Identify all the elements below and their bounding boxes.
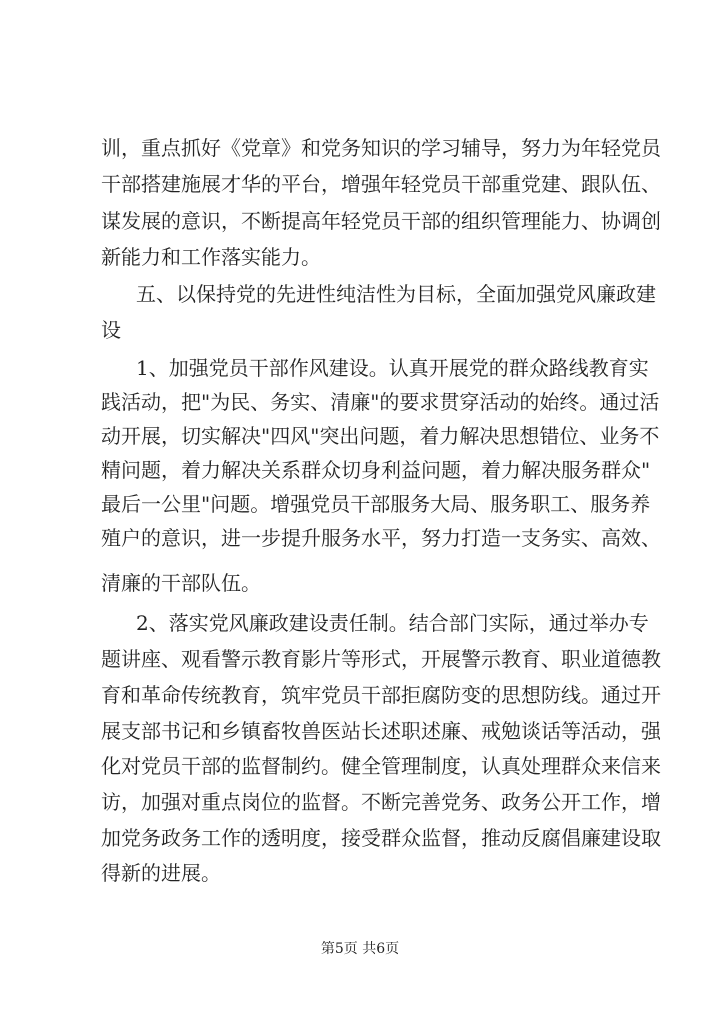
text-line: 殖户的意识，进一步提升服务水平，努力打造一支务实、高效、 <box>101 526 661 550</box>
text-line: 清廉的干部队伍。 <box>101 571 261 595</box>
text-line: 新能力和工作落实能力。 <box>101 245 321 269</box>
text-line: 最后一公里"问题。增强党员干部服务大局、服务职工、服务养 <box>101 492 651 516</box>
text-line: 设 <box>101 318 121 342</box>
text-line: 践活动，把"为民、务实、清廉"的要求贯穿活动的始终。通过活 <box>101 390 660 414</box>
text-line: 得新的进展。 <box>101 861 221 885</box>
text-line: 谋发展的意识，不断提高年轻党员干部的组织管理能力、协调创 <box>101 209 661 233</box>
text-line: 题讲座、观看警示教育影片等形式，开展警示教育、职业道德教 <box>101 647 661 671</box>
text-line: 化对党员干部的监督制约。健全管理制度，认真处理群众来信来 <box>101 754 661 778</box>
text-line: 干部搭建施展才华的平台，增强年轻党员干部重党建、跟队伍、 <box>101 172 661 196</box>
text-line: 访，加强对重点岗位的监督。不断完善党务、政务公开工作，增 <box>101 790 661 814</box>
text-line: 精问题，着力解决关系群众切身利益问题，着力解决服务群众" <box>101 458 651 482</box>
page-number-footer: 第5页 共6页 <box>320 941 400 957</box>
text-line: 五、以保持党的先进性纯洁性为目标，全面加强党风廉政建 <box>136 282 656 306</box>
text-line: 1、加强党员干部作风建设。认真开展党的群众路线教育实 <box>136 356 649 380</box>
text-line: 育和革命传统教育，筑牢党员干部拒腐防变的思想防线。通过开 <box>101 683 661 707</box>
text-line: 展支部书记和乡镇畜牧兽医站长述职述廉、戒勉谈话等活动，强 <box>101 719 661 743</box>
text-line: 2、落实党风廉政建设责任制。结合部门实际，通过举办专 <box>136 611 649 635</box>
text-line: 加党务政务工作的透明度，接受群众监督，推动反腐倡廉建设取 <box>101 826 661 850</box>
text-line: 训，重点抓好《党章》和党务知识的学习辅导，努力为年轻党员 <box>101 136 661 160</box>
text-line: 动开展，切实解决"四风"突出问题，着力解决思想错位、业务不 <box>101 424 660 448</box>
